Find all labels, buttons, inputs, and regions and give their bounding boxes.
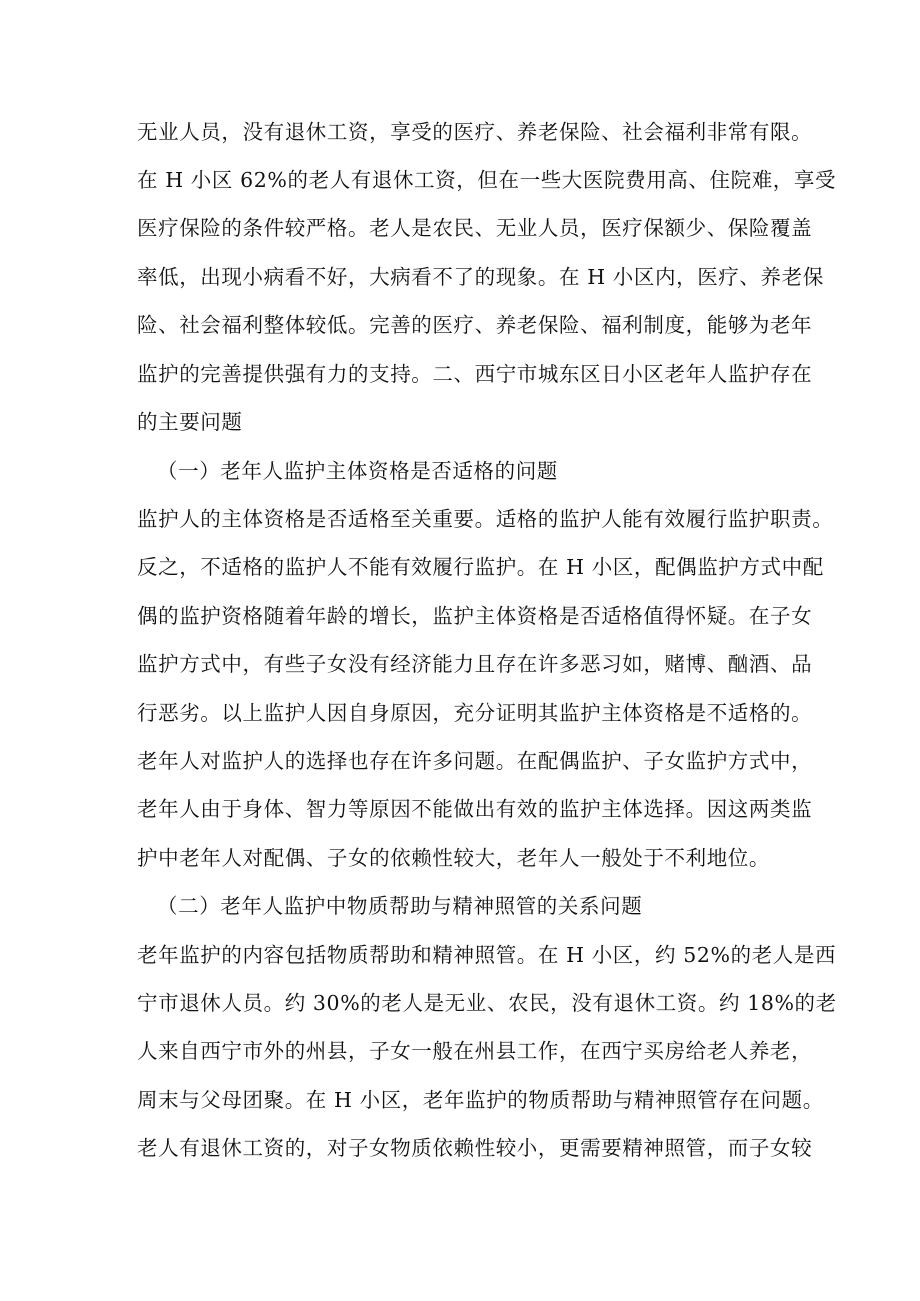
section-heading: （一）老年人监护主体资格是否适格的问题 <box>157 459 558 483</box>
text-line: 监护的完善提供强有力的支持。二、西宁市城东区日小区老年人监护存在 <box>137 362 813 386</box>
text-line: 监护人的主体资格是否适格至关重要。适格的监护人能有效履行监护职责。 <box>137 507 834 531</box>
text-line: 周末与父母团聚。在 H 小区，老年监护的物质帮助与精神照管存在问题。 <box>137 1088 824 1112</box>
text-line: 在 H 小区 62%的老人有退休工资，但在一些大医院费用高、住院难，享受 <box>137 168 837 192</box>
text-line: 率低，出现小病看不好，大病看不了的现象。在 H 小区内，医疗、养老保 <box>137 265 824 289</box>
text-line: 宁市退休人员。约 30%的老人是无业、农民，没有退休工资。约 18%的老 <box>137 991 837 1015</box>
section-heading: （二）老年人监护中物质帮助与精神照管的关系问题 <box>157 894 643 918</box>
text-line: 监护方式中，有些子女没有经济能力且存在许多恶习如，赌博、酗酒、品 <box>137 652 813 676</box>
text-line: 老人有退休工资的，对子女物质依赖性较小，更需要精神照管，而子女较 <box>137 1136 813 1160</box>
text-line: 老年人由于身体、智力等原因不能做出有效的监护主体选择。因这两类监 <box>137 797 813 821</box>
text-line: 护中老年人对配偶、子女的依赖性较大，老年人一般处于不利地位。 <box>137 846 770 870</box>
text-line: 偶的监护资格随着年龄的增长，监护主体资格是否适格值得怀疑。在子女 <box>137 604 813 628</box>
text-line: 行恶劣。以上监护人因自身原因，充分证明其监护主体资格是不适格的。 <box>137 701 813 725</box>
text-line: 老年监护的内容包括物质帮助和精神照管。在 H 小区，约 52%的老人是西 <box>137 943 837 967</box>
text-line: 险、社会福利整体较低。完善的医疗、养老保险、福利制度，能够为老年 <box>137 313 813 337</box>
text-line: 无业人员，没有退休工资，享受的医疗、养老保险、社会福利非常有限。 <box>137 120 813 144</box>
text-line: 的主要问题 <box>137 410 243 434</box>
text-line: 反之，不适格的监护人不能有效履行监护。在 H 小区，配偶监护方式中配 <box>137 555 824 579</box>
text-line: 人来自西宁市外的州县，子女一般在州县工作，在西宁买房给老人养老， <box>137 1039 813 1063</box>
text-line: 医疗保险的条件较严格。老人是农民、无业人员，医疗保额少、保险覆盖 <box>137 216 813 240</box>
text-line: 老年人对监护人的选择也存在许多问题。在配偶监护、子女监护方式中， <box>137 749 813 773</box>
